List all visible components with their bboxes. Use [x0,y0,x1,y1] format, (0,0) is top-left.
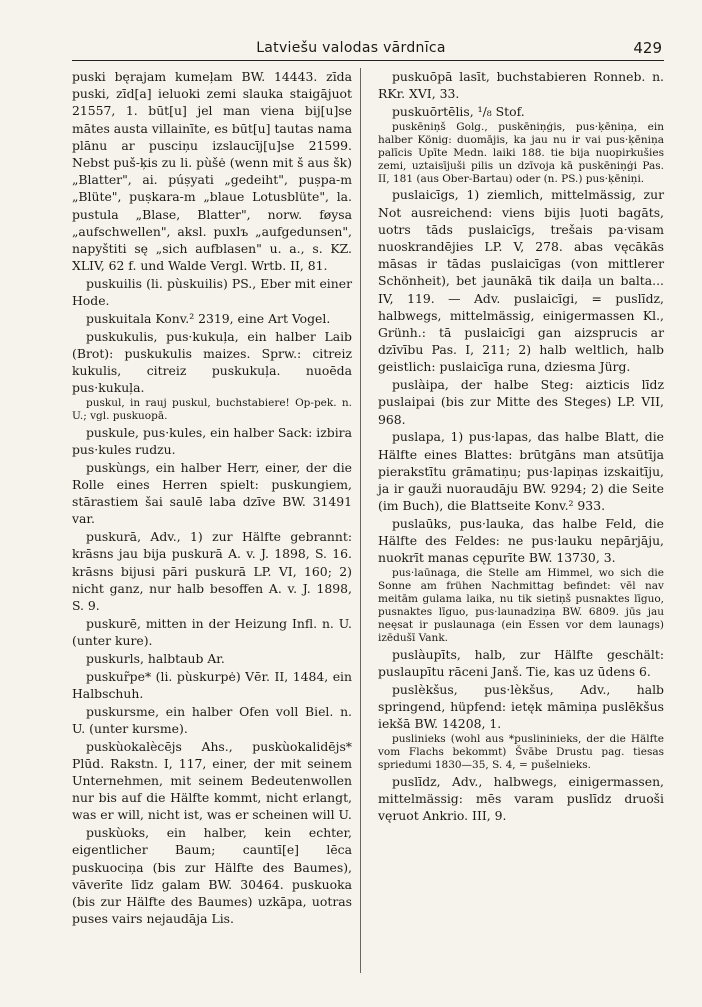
dictionary-entry: puskurē, mitten in der Heizung Infl. n. U. (unter kure). [72,615,352,649]
header-rule [72,60,664,61]
dictionary-entry: puskuitala Konv.² 2319, eine Art Vogel. [86,311,331,327]
dictionary-entry: puskursme, ein halber Ofen voll Biel. n. U. (unter kursme). [72,703,352,736]
dictionary-entry: pus·laūnaga, die Stelle am Himmel, wo sich die Sonne am frühen Nachmittag befindet: vēl nav meitām gulama laika, nu tik sietiņš pusnaktes līguo, pusnaktes līguo, pus·launadziņa BW. 6809. jūs jau neęsat ir puslaunaga (ein Essen vor dem launags) izēdušī Vank. [378,567,664,645]
dictionary-entry: puskul, in rauj puskul, buchstabiere! Op-pek. n. U.; vgl. puskuopā. [72,397,352,423]
dictionary-entry: puskùokalècējs Ahs., puskùokalidējs* Plūd. Rakstn. I, 117, einer, der mit seinem Unternehmen, mit seinem Bedeutenwollen nur bis auf die Hälfte kommt, nicht erlangt, was er will, nicht ist, was er scheinen will U. [72,738,352,823]
dictionary-entry: puskukulis, pus·kukuļa, ein halber Laib (Brot): puskukulis maizes. Sprw.: citreiz kukulis, citreiz puskukuļa. nuoēda pus·kukuļa. [72,328,352,396]
right-column [378,68,664,825]
dictionary-entry: puslapa, 1) pus·lapas, das halbe Blatt, die Hälfte eines Blattes: brūtgāns man atsūtīja pierakstītu grāmatiņu; pus·lapiņas izskaitīju, ja ir gauži nuoraudāju BW. 9294; 2) die Seite (im Buch), die Blattseite Konv.² 933. [378,429,664,514]
dictionary-entry: puskùoks, ein halber, kein echter, eigentlicher Baum; cauntī[e] lēca puskuociņa (bis zur Hälfte des Baumes), vāverīte līdz galam BW. 30464. puskuoka (bis zur Hälfte des Baumes) uzkāpa, uotras puses vairs nejaudāja Lis. [72,825,352,927]
column-divider [360,68,361,973]
dictionary-entry: puskùngs, ein halber Herr, einer, der die Rolle eines Herren spielt: puskungiem, stārastiem šai saulē laba dzīve BW. 31491 var. [72,459,352,527]
dictionary-entry: puskuōrtēlis, ¹/₈ Stof. [392,104,525,119]
dictionary-entry: puslīdz, Adv., halbwegs, einigermassen, mittelmässig: mēs varam puslīdz druoši vęruot Ankrio. III, 9. [378,773,664,824]
dictionary-entry: puskur̃pe* (li. pùskurpė) Vēr. II, 1484, ein Halbschuh. [72,668,352,701]
dictionary-entry: puslaicīgs, 1) ziemlich, mittelmässig, zur Not ausreichend: viens bijis ļuoti bagāts, uotrs tāds puslaicīgs, trešais pa·visam nuoskrandējies LP. V, 278. abas vęcākās māsas ir tādas puslaicīgas (von mittlerer Schönheit), bet jaunākā tik daiļa un balta... IV, 119. — Adv. puslaicīgi, = puslīdz, halbwegs, mittelmässig, einigermassen Kl., Grünh.: tā puslaicīgi gan aizsprucis ar dzīvību Pas. I, 211; 2) halb weltlich, halb geistlich: puslaicīga runa, dziesma Jürg. [378,187,664,375]
dictionary-entry: puskule, pus·kules, ein halber Sack: izbira pus·kules rudzu. [72,424,352,458]
dictionary-entry: puskēniņš Golg., puskēniņģis, pus·ķēniņa, ein halber König: duomājis, ka jau nu ir vai pus·ķēniņa palīcis Upīte Medn. laiki 188. tie bija nuopirkušies zemi, uztaisījuši pilis un dzīvoja kā puskēniņģi Pas. II, 181 (aus Ober-Bartau) oder (n. PS.) pus·ķēniņi. [378,120,664,185]
left-column [72,68,352,928]
dictionary-entry: puslàipa, der halbe Steg: aizticis līdz puslaipai (bis zur Mitte des Steges) LP. VII, 968. [378,377,664,427]
dictionary-entry: puslinieks (wohl aus *puslininieks, der die Hälfte vom Flachs bekommt) Švābe Drustu pag. tiesas spriedumi 1830—35, S. 4, = pušelnieks. [378,733,664,772]
dictionary-entry: puskuilis (li. pùskuilis) PS., Eber mit einer Hode. [72,276,352,309]
running-title: Latviešu valodas vārdnīca [256,40,446,56]
dictionary-entry: puski bęrajam kumeļam BW. 14443. zīda puski, zīd[a] ieluoki zemi slauka staigājuot 21557, 1. būt[u] jel man viena bij[u]se mātes austa villainīte, es būt[u] tautas nama plānu ar pusciņu izslaucīj[u]se 21599. Nebst puš-ķis zu li. pùšė (wenn mit š aus šk) „Blatter", ai. púṣyati „gedeiht", puṣpa-m „Blüte", puṣkara-m „blaue Lotusblüte", la. pustula „Blase, Blatter", norw. føysa „aufschwellen", aksl. puxlъ „aufgedunsen", napyštiti sę „sich aufblasen" u. a., s. KZ. XLIV, 62 f. und Walde Vergl. Wrtb. II, 81. [72,69,352,274]
dictionary-entry: puslèkšus, pus·lèkšus, Adv., halb springend, hüpfend: ietęk māmiņa puslēkšus iekšā BW. 14208, 1. [378,681,664,732]
dictionary-entry: puslàupīts, halb, zur Hälfte geschält: puslaupītu rāceni Janš. Tie, kas uz ūdens 6. [378,646,664,680]
page-header [0,0,702,62]
page-number: 429 [633,39,662,57]
dictionary-entry: puslaūks, pus·lauka, das halbe Feld, die Hälfte des Feldes: ne pus·lauku nepārjāju, nuokrīt manas cępurīte BW. 13730, 3. [378,516,664,566]
dictionary-entry: puskuōpā lasīt, buchstabieren Ronneb. n. RKr. XVI, 33. [378,69,664,102]
dictionary-entry: puskurls, halbtaub Ar. [86,650,225,666]
dictionary-entry: puskurā, Adv., 1) zur Hälfte gebrannt: krāsns jau bija puskurā A. v. J. 1898, S. 16. krāsns bijusi pāri puskurā LP. VI, 160; 2) nicht ganz, nur halb besoffen A. v. J. 1898, S. 9. [72,529,352,614]
